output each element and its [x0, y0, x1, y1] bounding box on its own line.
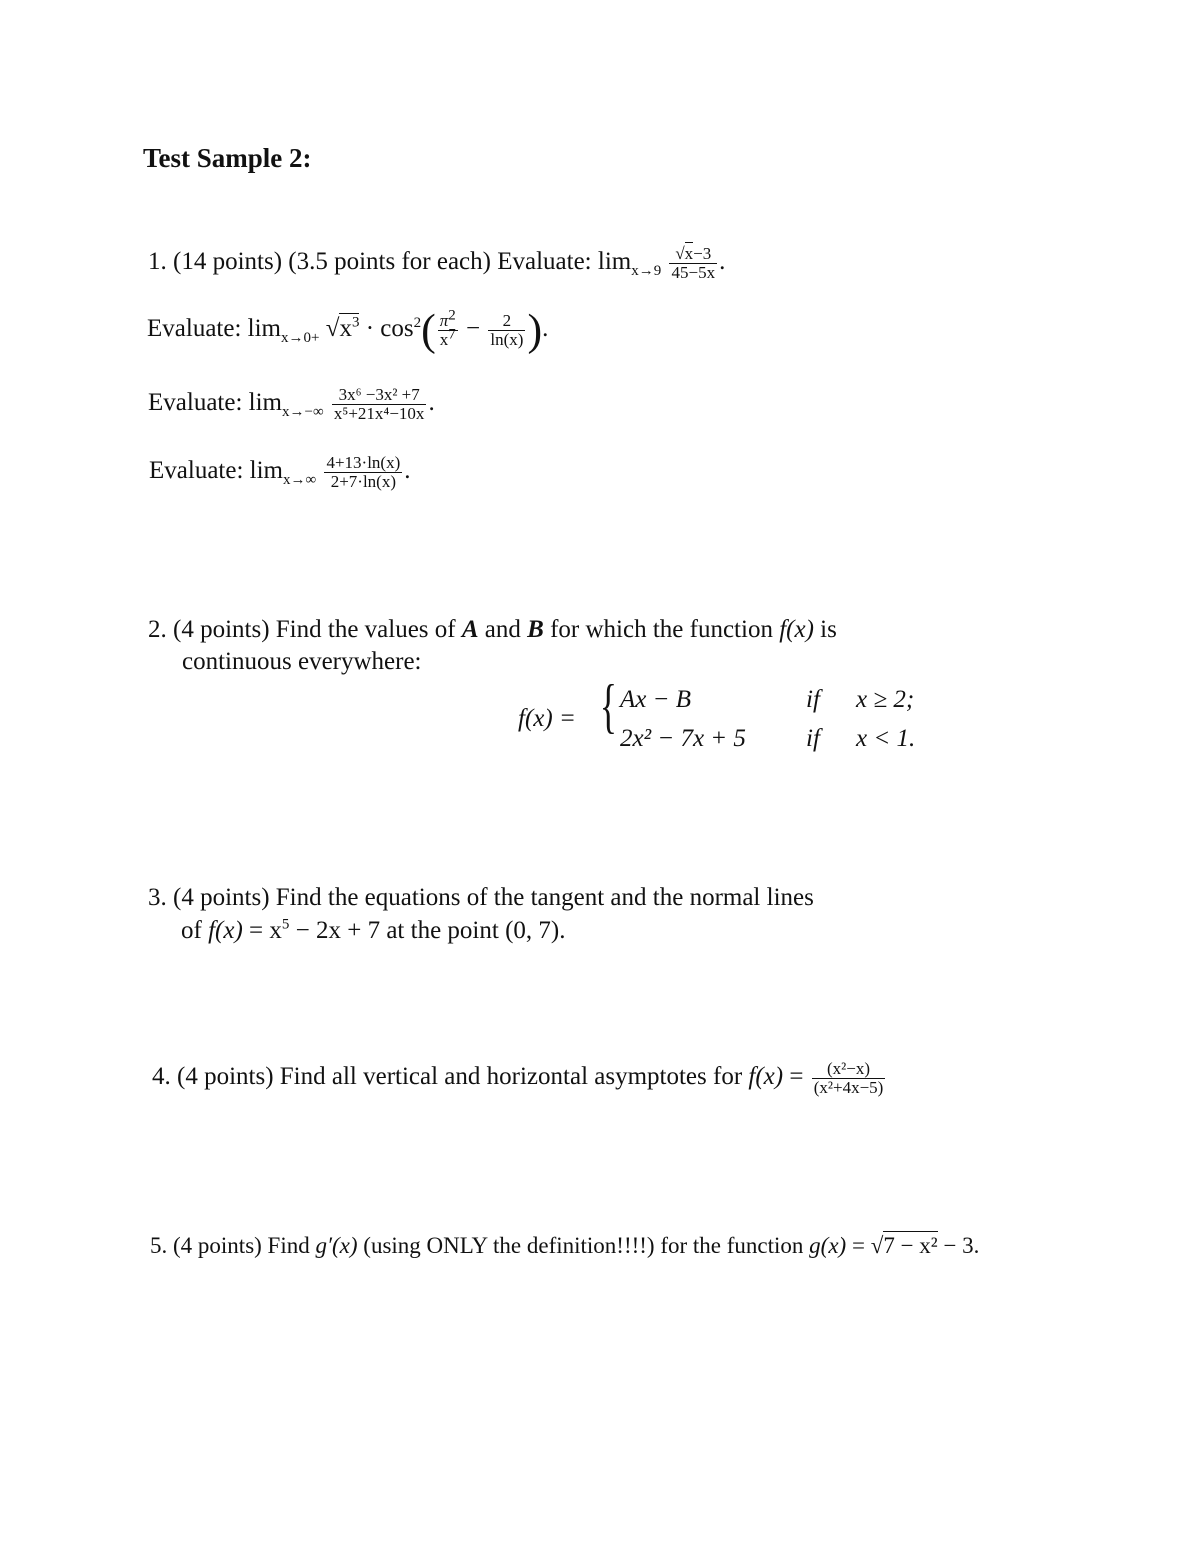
q3-text-a: of — [181, 917, 209, 944]
fraction-denominator: ln(x) — [490, 329, 524, 349]
var-a: A — [461, 616, 479, 643]
fraction-denominator: x⁵+21x⁴−10x — [333, 403, 425, 423]
q3-text-c: − 2x + 7 at the point (0, 7). — [289, 917, 566, 944]
lim-operator: lim — [247, 315, 281, 343]
lim-operator: lim — [597, 248, 632, 276]
q5-text-a: 5. (4 points) Find — [150, 1233, 316, 1258]
equals-sign: = — [783, 1063, 810, 1091]
function-g: g(x) — [809, 1233, 847, 1258]
power-5: 5 — [281, 916, 290, 933]
question-5-line: 5. (4 points) Find g′(x) (using ONLY the definition!!!!) for the function g(x) = √7 − x² − 3. — [150, 1233, 980, 1258]
page-title: Test Sample 2: — [143, 143, 312, 173]
piecewise-brace — [594, 673, 623, 739]
case-1-expr-text: Ax − B — [620, 686, 692, 713]
case-2-expr — [620, 725, 746, 753]
fraction-numerator: √x−3 — [669, 245, 717, 264]
case-2-cond — [856, 725, 915, 753]
question-3-line-2 — [181, 917, 565, 945]
limit-subscript: x→0+ — [281, 330, 320, 347]
lim-operator: lim — [249, 457, 283, 485]
g-prime: g′(x) — [315, 1233, 358, 1258]
limit-fraction — [669, 245, 717, 282]
end-period: . — [428, 389, 435, 417]
q4-text: 4. (4 points) Find all vertical and horizontal asymptotes for — [152, 1063, 749, 1091]
piecewise-lhs-text: f(x) = — [518, 705, 576, 732]
case-2-if-text: if — [806, 725, 820, 752]
evaluate-label: Evaluate: — [147, 315, 248, 343]
case-1-cond — [856, 686, 914, 714]
case-1-if-text: if — [806, 686, 820, 713]
fraction-pi — [438, 307, 458, 349]
q2-text-b: for which the function — [543, 616, 780, 643]
case-2-cond-text: x < 1. — [856, 725, 916, 752]
pi-power: 2 — [448, 307, 456, 324]
den-power: 7 — [448, 326, 456, 343]
piecewise-lhs — [518, 705, 576, 733]
radicand: x — [684, 244, 694, 263]
q2-and: and — [478, 616, 528, 643]
fraction-numerator: 4+13·ln(x) — [326, 453, 401, 472]
fraction-denominator: (x²+4x−5) — [813, 1077, 884, 1097]
limit-subscript: x→−∞ — [282, 404, 324, 421]
right-paren: ) — [527, 305, 543, 355]
lim-operator: lim — [248, 389, 282, 417]
question-1-line — [148, 245, 725, 282]
den-base: x — [439, 329, 449, 349]
function-f: f(x) — [779, 616, 814, 643]
question-2-line-1 — [148, 616, 837, 644]
q2-text-c: is — [813, 616, 837, 643]
question-1-lead: 1. (14 points) (3.5 points for each) Evaluate: — [148, 248, 598, 276]
question-4-line — [152, 1060, 887, 1097]
case-1-if — [806, 686, 820, 714]
var-b: B — [527, 616, 544, 643]
pi-symbol: π — [439, 311, 449, 330]
case-2-expr-text: 2x² − 7x + 5 — [620, 725, 746, 752]
q5-tail: − 3. — [937, 1233, 980, 1258]
radicand-power: 3 — [351, 314, 360, 331]
evaluate-label: Evaluate: — [149, 457, 250, 485]
question-3-line-1: 3. (4 points) Find the equations of the tangent and the normal lines — [148, 884, 814, 911]
question-1c-line — [148, 386, 435, 423]
fraction-denominator — [438, 326, 458, 349]
radicand-base: x — [339, 315, 352, 343]
brace-symbol: { — [599, 673, 618, 739]
minus-sign: − — [466, 315, 481, 343]
fraction-denominator: 2+7·ln(x) — [330, 471, 396, 491]
question-1d-line — [149, 454, 411, 491]
case-2-if — [806, 725, 820, 753]
case-1-cond-text: x ≥ 2; — [856, 686, 915, 713]
function-f: f(x) — [748, 1063, 784, 1091]
q2-text-a: 2. (4 points) Find the values of — [148, 616, 462, 643]
asymptote-fraction — [812, 1060, 886, 1097]
limit-subscript: x→∞ — [283, 472, 317, 489]
fraction-ln — [488, 312, 525, 349]
numerator-rest: −3 — [693, 244, 712, 263]
question-1b-line: Evaluate: $\lim_{x\to 0+} √x^3 \cdot \cos^2$( $\frac{\pi^2}{x^7}$ − $\frac{2}{\ln(x)}$ ). — [147, 305, 549, 355]
fraction-numerator: 2 — [488, 312, 525, 331]
q5-text-b: (using ONLY the definition!!!!) for the function — [357, 1233, 810, 1258]
limit-fraction — [324, 454, 402, 491]
end-period: . — [719, 248, 726, 276]
cos-power: 2 — [413, 314, 422, 331]
radicand — [339, 313, 359, 342]
end-period: . — [404, 457, 411, 485]
equals-sign: = — [846, 1233, 871, 1258]
question-2-line-2: continuous everywhere: — [182, 648, 422, 675]
evaluate-label: Evaluate: — [148, 389, 249, 417]
cos-function: · cos — [365, 315, 414, 343]
limit-subscript: x→9 — [631, 263, 662, 280]
function-f: f(x) — [208, 917, 243, 944]
fraction-numerator: (x²−x) — [812, 1060, 886, 1079]
end-period: . — [542, 315, 549, 343]
q3-text-b: = x — [242, 917, 282, 944]
fraction-numerator: 3x⁶ −3x² +7 — [332, 386, 427, 405]
fraction-denominator: 45−5x — [671, 262, 716, 282]
limit-fraction — [332, 386, 427, 423]
radicand: 7 − x² — [883, 1233, 938, 1258]
case-1-expr — [620, 686, 691, 714]
left-paren: ( — [421, 305, 436, 355]
